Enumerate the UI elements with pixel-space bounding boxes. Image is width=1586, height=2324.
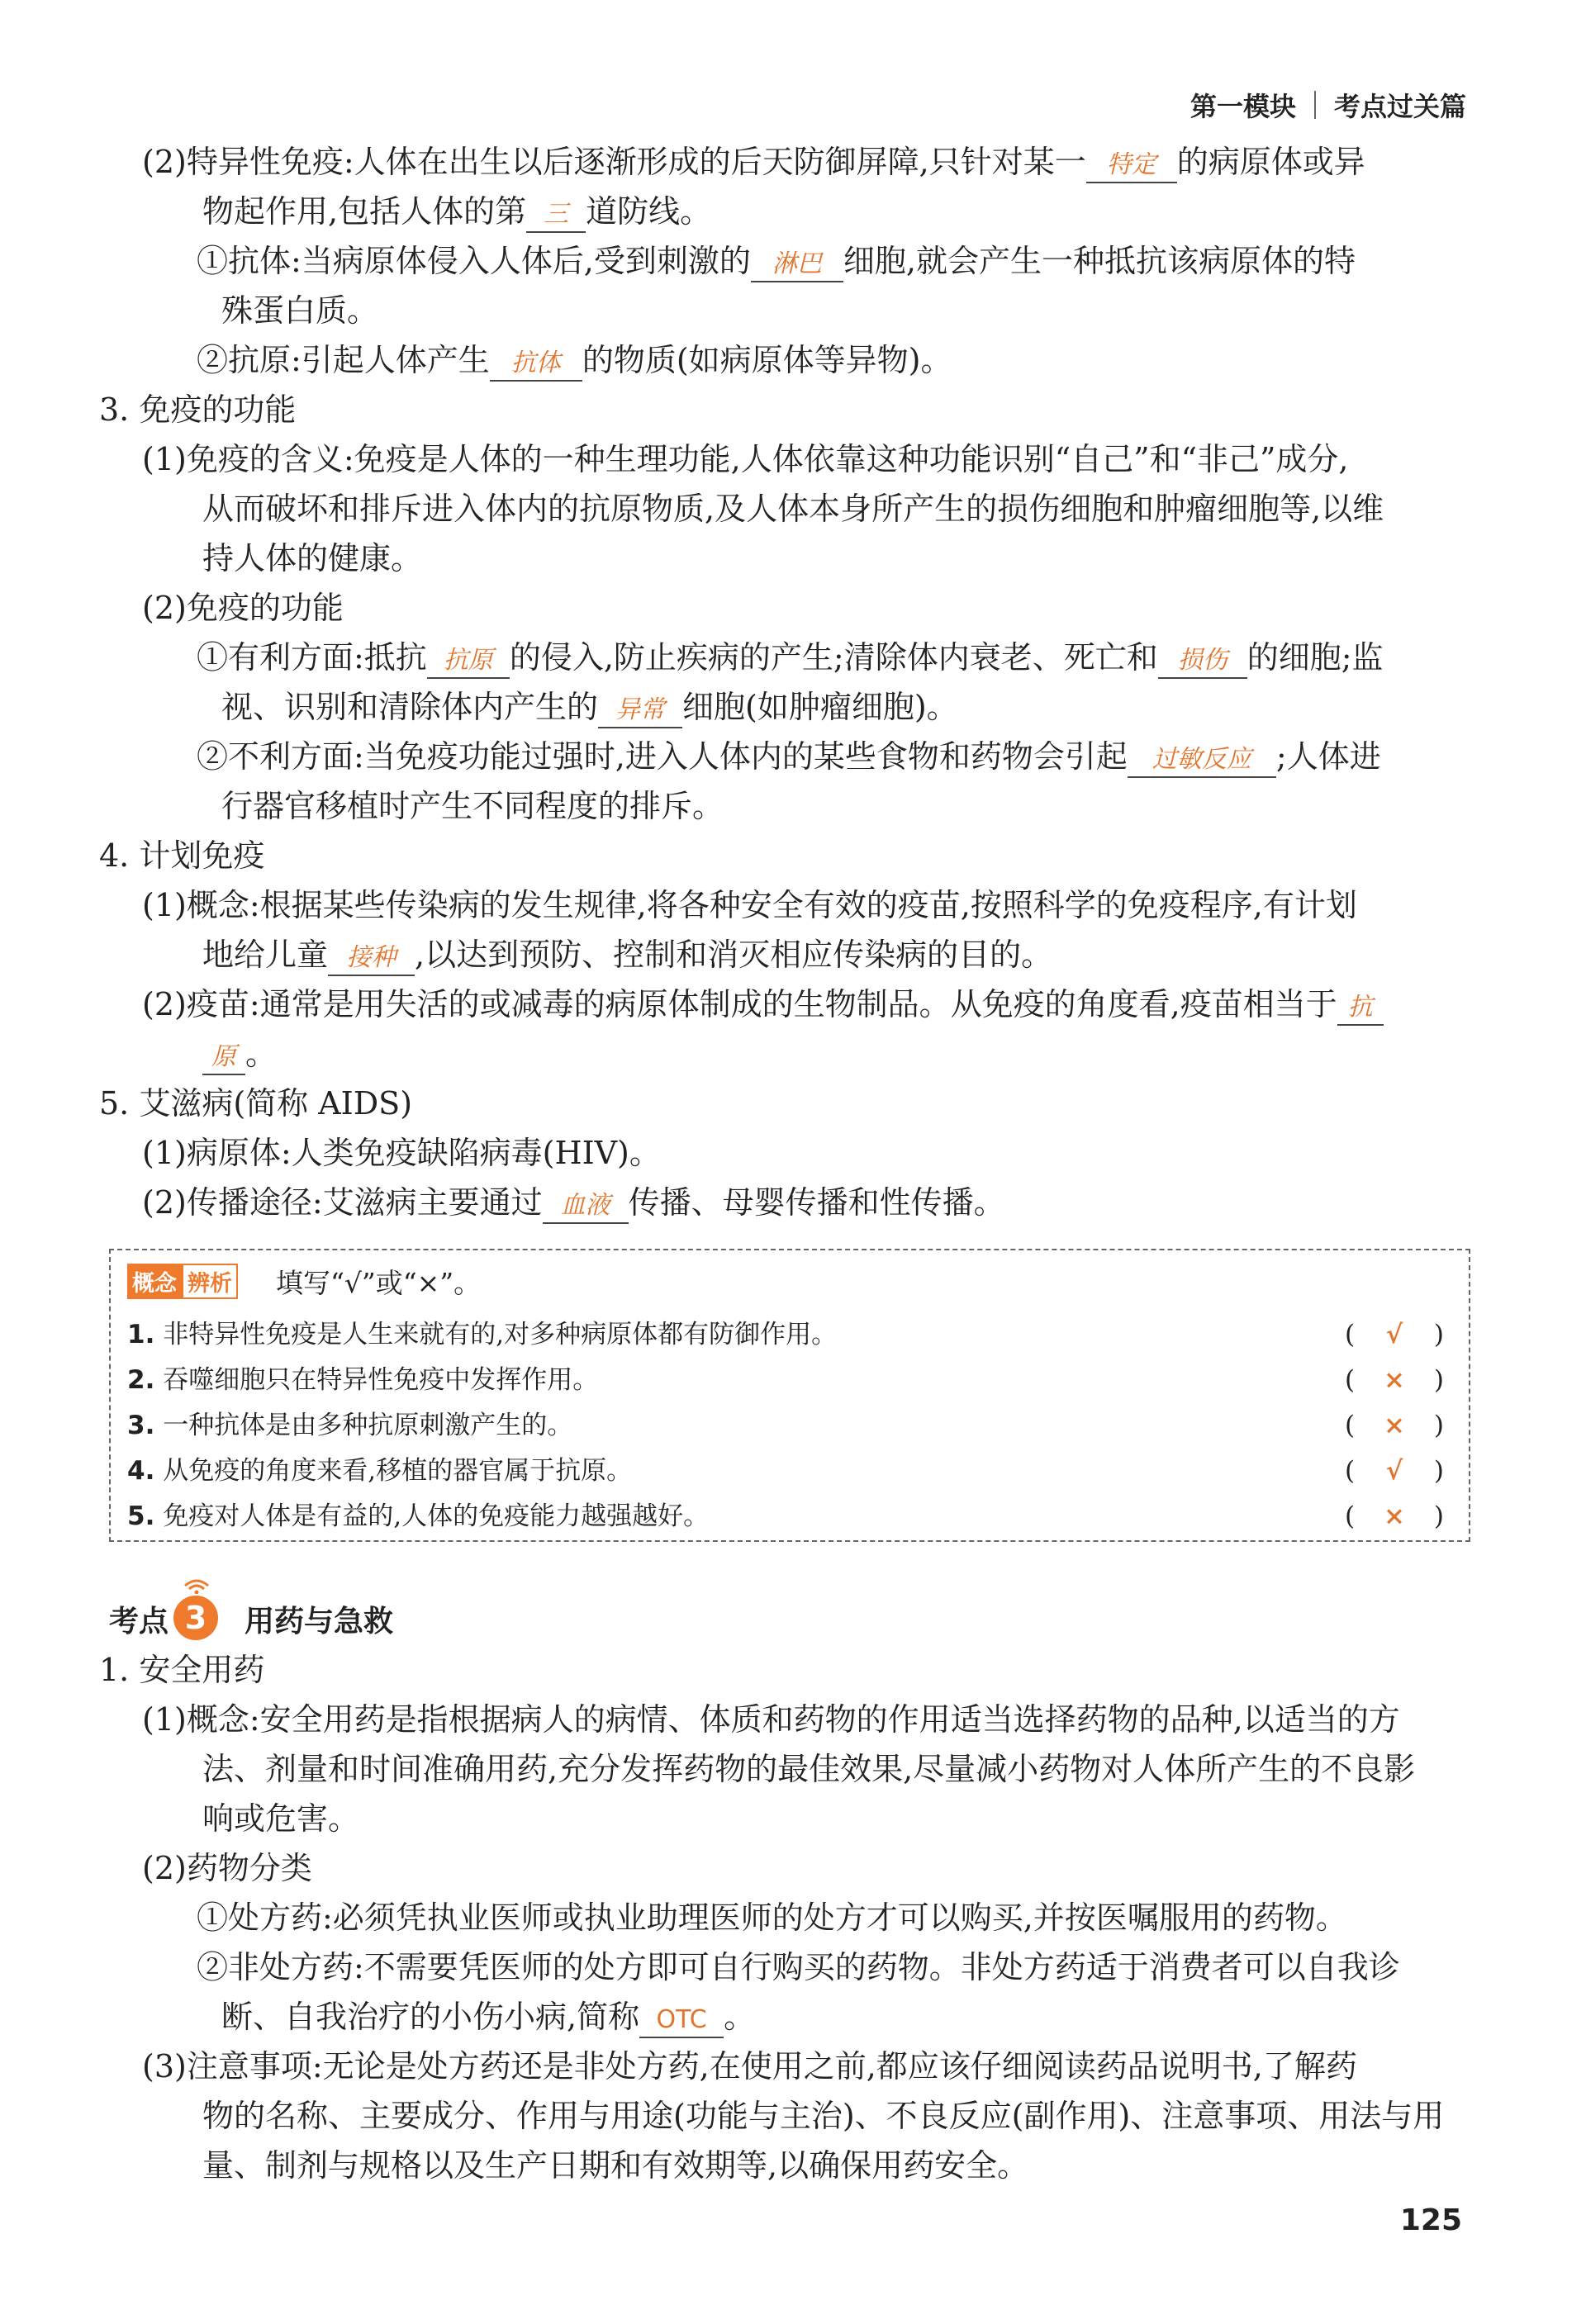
text-line: 原 。	[202, 1029, 277, 1079]
text-line: ②非处方药:不需要凭医师的处方即可自行购买的药物。非处方药适于消费者可以自我诊	[197, 1949, 1400, 1985]
answer-blank: 特定	[1086, 149, 1177, 183]
quiz-item: 1. 非特异性免疫是人生来就有的,对多种病原体都有防御作用。 ( √ )	[127, 1311, 1452, 1358]
kaodian-heading	[109, 1574, 393, 1640]
text-line: 从而破坏和排斥进入体内的抗原物质,及人体本身所产生的损伤细胞和肿瘤细胞等,以维	[202, 491, 1384, 527]
text-line: (2)药物分类	[142, 1850, 312, 1886]
text-line: (1)免疫的含义:免疫是人体的一种生理功能,人体依靠这种功能识别“自己”和“非己”成分,	[142, 441, 1349, 477]
text-line: 地给儿童 接种 ,以达到预防、控制和消灭相应传染病的目的。	[202, 930, 1052, 979]
text-line: 断、自我治疗的小伤小病,简称 OTC 。	[221, 1992, 755, 2042]
text-line: (2)免疫的功能	[142, 590, 344, 626]
signal-waves-icon	[180, 1572, 213, 1594]
text-line: 物起作用,包括人体的第 三 道防线。	[202, 187, 711, 236]
header-module: 第一模块	[1190, 91, 1296, 122]
concept-box-title: 填写“√”或“×”。	[276, 1267, 482, 1299]
text-line: ①处方药:必须凭执业医师或执业助理医师的处方才可以购买,并按医嘱服用的药物。	[197, 1900, 1347, 1936]
page-number: 125	[1399, 2203, 1462, 2237]
text-line: 持人体的健康。	[202, 540, 423, 576]
answer-blank: 血液	[543, 1189, 629, 1224]
text-line: 法、剂量和时间准确用药,充分发挥药物的最佳效果,尽量减小药物对人体所产生的不良影	[202, 1751, 1416, 1787]
quiz-item: 3. 一种抗体是由多种抗原刺激产生的。 ( × )	[127, 1402, 1452, 1449]
text-line: (2)传播途径:艾滋病主要通过 血液 传播、母婴传播和性传播。	[142, 1178, 1005, 1227]
text-line: (2)特异性免疫:人体在出生以后逐渐形成的后天防御屏障,只针对某一 特定 的病原体或异	[142, 137, 1365, 187]
concept-tag: 概念 辨析	[127, 1264, 238, 1299]
kaodian-number-badge: 3	[173, 1596, 218, 1640]
quiz-item: 5. 免疫对人体是有益的,人体的免疫能力越强越好。 ( × )	[127, 1493, 1452, 1539]
answer-blank: 原	[202, 1041, 245, 1075]
kaodian-label: 考点	[109, 1605, 169, 1639]
section-heading: 3. 免疫的功能	[99, 391, 297, 428]
text-line: (1)概念:安全用药是指根据病人的病情、体质和药物的作用适当选择药物的品种,以适当的方	[142, 1701, 1400, 1738]
text-line: (2)疫苗:通常是用失活的或减毒的病原体制成的生物制品。从免疫的角度看,疫苗相当于 抗	[142, 979, 1384, 1029]
text-line: (1)概念:根据某些传染病的发生规律,将各种安全有效的疫苗,按照科学的免疫程序,有计划	[142, 887, 1357, 923]
answer-mark: ×	[1384, 1365, 1405, 1395]
header-section: 考点过关篇	[1333, 91, 1466, 122]
answer-blank: 接种	[328, 941, 415, 976]
text-line: ②不利方面:当免疫功能过强时,进入人体内的某些食物和药物会引起 过敏反应 ;人体进	[197, 732, 1381, 781]
answer-blank: 抗体	[490, 347, 582, 382]
answer-mark: √	[1385, 1320, 1403, 1349]
section-heading: 4. 计划免疫	[99, 837, 265, 874]
answer-blank: 抗	[1337, 991, 1384, 1026]
header-divider	[1314, 91, 1316, 119]
answer-mark: ×	[1384, 1411, 1405, 1440]
answer-blank: 抗原	[427, 644, 510, 679]
text-line: (1)病原体:人类免疫缺陷病毒(HIV)。	[142, 1135, 661, 1171]
page-header	[1190, 86, 1466, 124]
answer-blank: 异常	[598, 694, 682, 728]
text-line: 响或危害。	[202, 1800, 360, 1837]
text-line: (3)注意事项:无论是处方药还是非处方药,在使用之前,都应该仔细阅读药品说明书,了解药	[142, 2048, 1357, 2084]
answer-blank: 损伤	[1158, 644, 1247, 679]
answer-mark: ×	[1384, 1501, 1405, 1531]
text-line: ①抗体:当病原体侵入人体后,受到刺激的 淋巴 细胞,就会产生一种抵抗该病原体的特	[197, 236, 1356, 286]
section-heading: 5. 艾滋病(简称 AIDS)	[99, 1085, 413, 1122]
answer-mark: √	[1385, 1456, 1403, 1486]
answer-blank: 淋巴	[751, 248, 843, 282]
quiz-item: 4. 从免疫的角度来看,移植的器官属于抗原。 ( √ )	[127, 1448, 1452, 1494]
answer-blank: OTC	[639, 2004, 724, 2038]
quiz-item: 2. 吞噬细胞只在特异性免疫中发挥作用。 ( × )	[127, 1357, 1452, 1403]
text-line: ①有利方面:抵抗 抗原 的侵入,防止疾病的产生;清除体内衰老、死亡和 损伤 的细胞;监	[197, 633, 1384, 682]
concept-analysis-box	[109, 1249, 1470, 1542]
text-line: 量、制剂与规格以及生产日期和有效期等,以确保用药安全。	[202, 2147, 1029, 2184]
answer-blank: 三	[526, 198, 586, 233]
text-line: 物的名称、主要成分、作用与用途(功能与主治)、不良反应(副作用)、注意事项、用法与用	[202, 2098, 1445, 2134]
text-line: 殊蛋白质。	[221, 292, 379, 329]
answer-blank: 过敏反应	[1128, 743, 1276, 778]
text-line: ②抗原:引起人体产生 抗体 的物质(如病原体等异物)。	[197, 335, 952, 385]
text-line: 视、识别和清除体内产生的 异常 细胞(如肿瘤细胞)。	[221, 682, 958, 732]
section-heading: 1. 安全用药	[99, 1652, 265, 1688]
text-line: 行器官移植时产生不同程度的排斥。	[221, 788, 724, 824]
kaodian-title: 用药与急救	[245, 1605, 394, 1639]
